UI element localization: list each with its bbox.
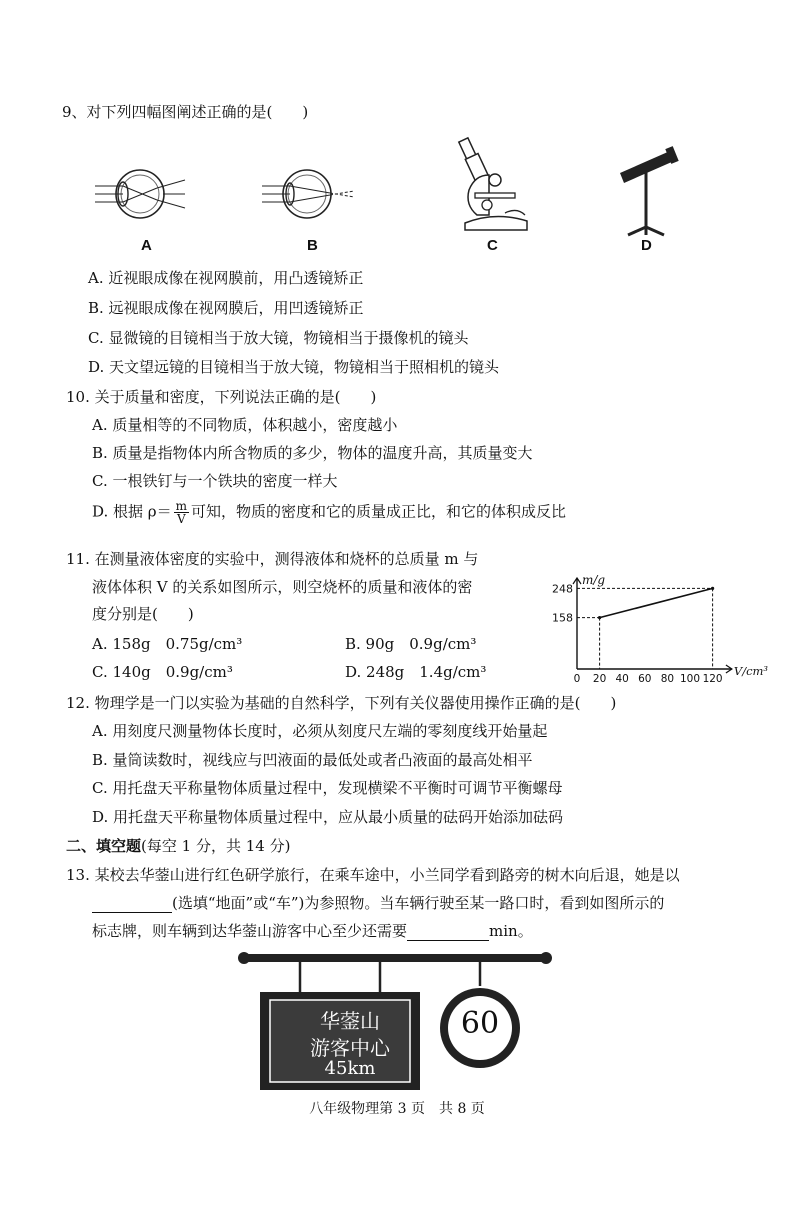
q12-stem: 12. 物理学是一门以实验为基础的自然科学，下列有关仪器使用操作正确的是( ): [66, 694, 617, 712]
q9-option-c: C. 显微镜的目镜相当于放大镜，物镜相当于摄像机的镜头: [88, 329, 469, 347]
q10-option-d: [92, 500, 566, 525]
y-tick-label: 248: [552, 582, 573, 596]
page-footer: 八年级物理第 3 页 共 8 页: [309, 1101, 485, 1117]
section2-heading: [66, 835, 290, 856]
q13-answer-blank-2[interactable]: [407, 922, 489, 941]
x-tick-label: 80: [660, 673, 675, 685]
telescope-icon: [610, 135, 690, 235]
section2-note: (每空 1 分，共 14 分): [141, 837, 291, 855]
density-formula: [174, 500, 189, 525]
q10-option-d-prefix: D. 根据 ρ＝: [92, 502, 172, 521]
q12-option-a: A. 用刻度尺测量物体长度时，必须从刻度尺左端的零刻度线开始量起: [92, 722, 548, 740]
x-axis-label: V/cm³: [733, 664, 769, 678]
x-tick-label: 100: [679, 673, 701, 685]
q9-option-b: B. 远视眼成像在视网膜后，用凹透镜矫正: [88, 299, 364, 317]
x-tick-label: 60: [638, 673, 652, 685]
q10-option-b: B. 质量是指物体内所含物质的多少，物体的温度升高，其质量变大: [92, 444, 533, 462]
q11-option-c: C. 140g 0.9g/cm³: [92, 663, 233, 681]
q10-option-a: A. 质量相等的不同物质，体积越小，密度越小: [92, 416, 398, 434]
mass-volume-chart: [530, 538, 769, 690]
data-point: [711, 587, 714, 590]
eye-myopia-figure: [95, 160, 195, 230]
q13-answer-blank-1[interactable]: [92, 894, 172, 913]
x-tick-label: 0: [573, 673, 581, 685]
q11-option-b: B. 90g 0.9g/cm³: [345, 635, 477, 653]
speed-limit-value: 60: [460, 1006, 500, 1041]
microscope-icon: [455, 135, 535, 235]
sign-destination-line1: 华蓥山: [320, 1009, 380, 1033]
y-tick-label: 158: [552, 611, 573, 625]
sign-distance: 45km: [324, 1058, 376, 1079]
q13-line3: [92, 920, 533, 941]
sign-top-bar: [240, 954, 550, 962]
q10-option-c: C. 一根铁钉与一个铁块的密度一样大: [92, 472, 338, 490]
figure-label-b: B: [307, 237, 318, 254]
q11-option-d: D. 248g 1.4g/cm³: [345, 663, 487, 681]
formula-denominator: V: [176, 512, 186, 526]
q13-line2-text: (选填“地面”或“车”)为参照物。当车辆行驶至某一路口时，看到如图所示的: [172, 894, 665, 912]
q13-line3-unit: min。: [489, 922, 533, 940]
x-tick-label: 40: [615, 673, 629, 685]
q9-option-d: D. 天文望远镜的目镜相当于放大镜，物镜相当于照相机的镜头: [88, 358, 500, 376]
figure-label-d: D: [641, 237, 652, 254]
sign-destination-line2: 游客中心: [310, 1036, 390, 1060]
eye-hyperopia-figure: [262, 160, 362, 230]
q10-stem: 10. 关于质量和密度，下列说法正确的是( ): [66, 388, 377, 406]
q13-line2: [92, 892, 664, 913]
q11-stem-line2: 液体体积 V 的关系如图所示，则空烧杯的质量和液体的密: [92, 578, 473, 596]
formula-numerator: m: [175, 499, 188, 513]
figure-label-a: A: [141, 237, 152, 254]
q9-option-a: A. 近视眼成像在视网膜前，用凸透镜矫正: [88, 269, 364, 287]
q11-option-a: A. 158g 0.75g/cm³: [92, 635, 243, 653]
q9-stem: 9、对下列四幅图阐述正确的是( ): [62, 103, 309, 121]
q12-option-c: C. 用托盘天平称量物体质量过程中，发现横梁不平衡时可调节平衡螺母: [92, 779, 563, 797]
q11-stem-line1: 11. 在测量液体密度的实验中，测得液体和烧杯的总质量 m 与: [66, 550, 479, 568]
figure-label-c: C: [487, 237, 498, 254]
q13-line3-text: 标志牌，则车辆到达华蓥山游客中心至少还需要: [92, 922, 408, 940]
section2-title: 二、填空题: [66, 837, 142, 855]
y-axis-label: m/g: [582, 573, 606, 587]
q10-option-d-suffix: 可知，物质的密度和它的质量成正比，和它的体积成反比: [191, 502, 567, 521]
q11-stem-line3: 度分别是( ): [92, 605, 194, 623]
q13-line1: 13. 某校去华蓥山进行红色研学旅行，在乘车途中，小兰同学看到路旁的树木向后退，她是以: [66, 866, 680, 884]
q12-option-d: D. 用托盘天平称量物体质量过程中，应从最小质量的砝码开始添加砝码: [92, 808, 564, 826]
q12-option-b: B. 量筒读数时，视线应与凹液面的最低处或者凸液面的最高处相平: [92, 751, 533, 769]
x-tick-label: 20: [592, 673, 607, 685]
data-point: [598, 616, 601, 619]
data-line: [600, 588, 713, 617]
x-tick-label: 120: [702, 673, 723, 685]
